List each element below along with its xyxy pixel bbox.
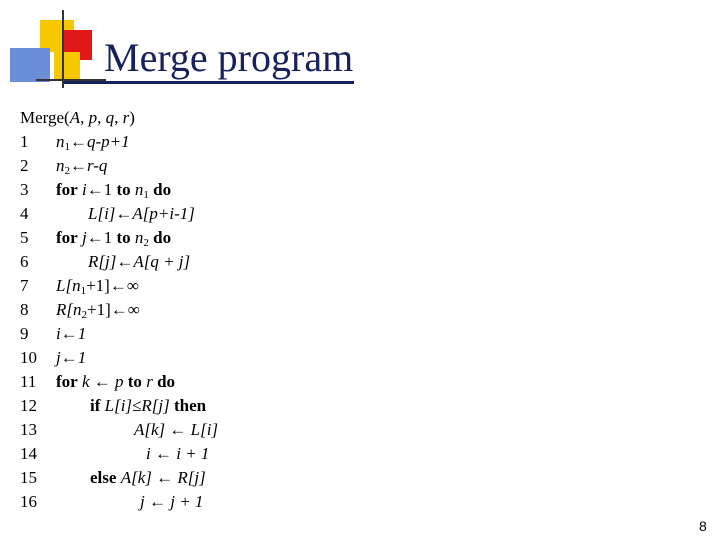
code-line-1 <box>20 130 218 154</box>
code-var: r <box>146 372 153 391</box>
comma: , <box>114 108 123 127</box>
pseudocode-block <box>20 106 218 514</box>
code-text: ←1 <box>86 228 113 247</box>
code-var: n <box>134 228 144 247</box>
code-text: j←1 <box>56 348 87 367</box>
line-number: 3 <box>20 180 29 199</box>
line-number: 11 <box>20 372 37 391</box>
logo-vertical-bar <box>62 10 64 88</box>
code-text: L[n <box>56 276 81 295</box>
code-text: L[i]←A[p+i-1] <box>88 204 195 223</box>
code-line-2 <box>20 154 218 178</box>
code-line-15 <box>20 466 218 490</box>
code-text: ←q-p+1 <box>70 132 130 151</box>
code-text: L[i]≤R[j] <box>104 396 170 415</box>
code-text: k ← p <box>81 372 124 391</box>
line-number: 15 <box>20 468 37 487</box>
code-line-8 <box>20 298 218 322</box>
param-a: A <box>69 108 81 127</box>
title-underline <box>64 81 354 84</box>
comma: , <box>80 108 89 127</box>
comma: , <box>97 108 106 127</box>
keyword: do <box>153 180 172 199</box>
code-line-3 <box>20 178 218 202</box>
subscript: 1 <box>143 189 149 201</box>
line-number: 2 <box>20 156 29 175</box>
line-number: 1 <box>20 132 29 151</box>
code-text: R[j]←A[q + j] <box>88 252 191 271</box>
code-line-7 <box>20 274 218 298</box>
code-text: +1]←∞ <box>86 276 139 295</box>
code-line-header <box>20 106 218 130</box>
line-number: 7 <box>20 276 29 295</box>
close-paren: ) <box>129 108 135 127</box>
code-text: ←r-q <box>70 156 108 175</box>
code-var: n <box>134 180 144 199</box>
code-line-11 <box>20 370 218 394</box>
line-number: 8 <box>20 300 29 319</box>
keyword: then <box>173 396 207 415</box>
logo-blue-square <box>10 48 50 82</box>
subscript: 2 <box>81 309 87 321</box>
code-line-13 <box>20 418 218 442</box>
code-text: R[n <box>56 300 82 319</box>
logo-yellow-square-lower <box>54 52 80 80</box>
code-line-12 <box>20 394 218 418</box>
keyword: if <box>90 396 101 415</box>
code-text: i ← i + 1 <box>146 444 210 463</box>
param-q: q <box>105 108 115 127</box>
line-number: 5 <box>20 228 29 247</box>
code-line-6 <box>20 250 218 274</box>
code-text: +1]←∞ <box>87 300 140 319</box>
slide-logo <box>0 0 110 90</box>
code-text: A[k] ← R[j] <box>120 468 206 487</box>
param-r: r <box>122 108 130 127</box>
slide-title: Merge program <box>104 35 354 80</box>
code-line-4 <box>20 202 218 226</box>
keyword: for <box>56 228 78 247</box>
code-line-5 <box>20 226 218 250</box>
function-name: Merge( <box>20 108 70 127</box>
keyword: for <box>56 180 78 199</box>
line-number: 4 <box>20 204 29 223</box>
code-text: A[k] ← L[i] <box>134 420 219 439</box>
code-line-16 <box>20 490 218 514</box>
code-text: ←1 <box>86 180 113 199</box>
subscript: 1 <box>80 285 87 297</box>
keyword: to <box>116 180 131 199</box>
keyword: for <box>56 372 78 391</box>
code-text: j ← j + 1 <box>140 492 204 511</box>
subscript: 1 <box>64 141 70 153</box>
code-line-9 <box>20 322 218 346</box>
param-p: p <box>88 108 98 127</box>
keyword: to <box>127 372 142 391</box>
page-number: 8 <box>699 518 707 534</box>
line-number: 9 <box>20 324 29 343</box>
line-number: 10 <box>20 348 37 367</box>
line-number: 14 <box>20 444 37 463</box>
code-var: j <box>81 228 87 247</box>
line-number: 12 <box>20 396 37 415</box>
code-line-10 <box>20 346 218 370</box>
line-number: 13 <box>20 420 37 439</box>
subscript: 2 <box>143 237 149 249</box>
code-text: i←1 <box>56 324 87 343</box>
code-var: n <box>56 132 65 151</box>
code-var: n <box>56 156 65 175</box>
code-var: i <box>81 180 87 199</box>
keyword: do <box>153 228 172 247</box>
code-line-14 <box>20 442 218 466</box>
subscript: 2 <box>64 165 70 177</box>
line-number: 6 <box>20 252 29 271</box>
line-number: 16 <box>20 492 37 511</box>
keyword: do <box>157 372 176 391</box>
keyword: else <box>90 468 117 487</box>
keyword: to <box>116 228 131 247</box>
